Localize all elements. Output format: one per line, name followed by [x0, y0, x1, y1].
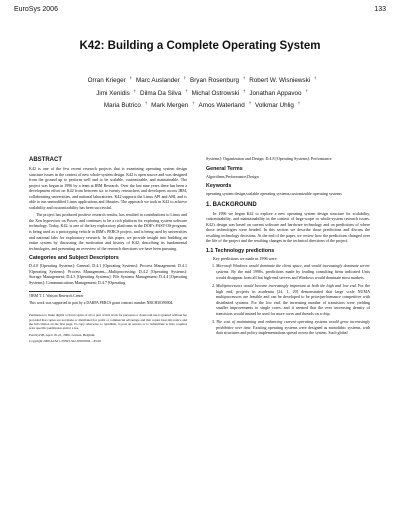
keywords-text: operating system design,scalable operating systems,customizable operating systems: [206, 191, 342, 197]
author-name: Marc Auslander: [136, 77, 180, 85]
author-entry: [133, 87, 188, 97]
categories-heading: Categories and Subject Descriptors: [29, 255, 119, 262]
author-entry: [84, 77, 132, 84]
affiliation-mark: †: [129, 75, 133, 80]
predictions-list: [216, 263, 370, 336]
background-paragraph: In 1996 we began K42 to explore a new operating system design structure for scalability, customizability, and maintainability in the context of large-scope or whole-system research issues. K42's design was based on current software and hardware technology and on predictions of where those technologies were headed. In this section we describe those predictions and discuss the resulting technology decisions. At the end of the paper, we review how the predictions changed over the life of the project and the resulting changes in the technical directions of the project.: [206, 210, 370, 244]
footnote-rule: [29, 291, 81, 292]
categories-continued: Systems]: Organization and Design; D.4.8 [Operating Systems]: Performance: [206, 156, 332, 161]
general-terms-text: Algorithms,Performance,Design: [206, 173, 259, 179]
affiliation-mark: †: [243, 75, 246, 80]
conference-line: EuroSys'06, April 18–21, 2006, Leuven, Belgium.: [29, 332, 96, 337]
author-name: Michal Ostrowski: [191, 89, 240, 97]
abstract-heading: ABSTRACT: [29, 157, 62, 163]
abstract-paragraph-2: The project has produced positive research results, has resulted in contributions to Linux and the Xen hypervisor on Power, and continues to be a rich platform for exploring system software technology. Today, K42, is one of the key exploratory platforms in the DOE's FAST-OS program, is being used as a prototyping vehicle in IBM's PERCS project, and is being used by universities and national labs for exploratory research. In this paper, we provide insight into building an entire system by discussing the motivation and history of K42, describing its fundamental technologies, and presenting an overview of the research directions we have been pursuing.: [29, 212, 187, 251]
funding-footnote: This work was supported in part by a DARPA PERCS grant contract number NBCH30390004.: [29, 301, 174, 306]
author-list: [30, 73, 370, 111]
affiliation-mark: †: [185, 87, 188, 93]
author-name: Robert W. Wisniewski: [249, 77, 311, 85]
author-name: Bryan Rosenburg: [190, 77, 240, 85]
affiliation-mark: †: [192, 100, 195, 106]
prediction-body: By the mid 1990s, predictions made by leading consulting firms indicated Unix would disappear from all but high-end servers and Windows would dominate most markets.: [216, 269, 370, 280]
categories-text: D.4.0 [Operating Systems]: General; D.4.1 [Operating Systems]: Process Management; D.4.1 [Operating Systems]: Process Management—Multiprocessing; D.4.2 [Operating Systems]: Storage Management; D.4.3 [Operating Systems]: File Systems Management; D.4.4 [Operating Systems]: Communications Management; D.4.7 [Operating: [29, 263, 187, 285]
prediction-body: For the high end, projects in academia [24, 1, 20] demonstrated that large scale NUMA multiprocessors are feasible and can be developed to be price/performance competitive with distributed systems. For the low end, the increasing number of transistors were yielding smaller improvements to single cores, and it seemed that the ever increasing density of transistors would instead be used for more cores and threads on a chip.: [216, 283, 370, 316]
prediction-item: [216, 319, 370, 336]
affiliation-mark: †: [183, 75, 186, 80]
author-name: Maria Butrico: [103, 102, 141, 110]
general-terms-heading: General Terms: [206, 165, 243, 172]
running-header: [14, 6, 386, 16]
author-row: [30, 73, 370, 86]
permission-notice: Permission to make digital or hard copies of all or part of this work for personal or classroom use is granted without fee provided that copies are not made or distributed for profit or commercial advantage and that copies bear this notice and the full citation on the first page. To copy otherwise, to republish, to post on servers or to redistribute to lists, requires prior specific permission and/or a fee.: [29, 313, 187, 331]
prediction-item: [216, 283, 370, 316]
tech-predictions-intro: Key predictions we made in 1996 were:: [213, 255, 278, 261]
affiliation-mark: †: [297, 100, 301, 106]
author-name: Mark Mergen: [151, 102, 189, 110]
prediction-item: [216, 263, 370, 280]
keywords-heading: Keywords: [206, 183, 232, 190]
author-entry: [245, 77, 316, 84]
author-entry: [188, 87, 246, 97]
author-entry: [100, 102, 147, 109]
page-number: 133: [374, 6, 386, 13]
author-row: [30, 98, 370, 111]
copyright-line: Copyright 2006 ACM 1-59593-322-0/06/0004 ...$5.00.: [29, 338, 102, 343]
permission-block: [29, 313, 187, 343]
left-column: [29, 156, 187, 345]
paper-title: K42: Building a Complete Operating System: [79, 40, 321, 52]
affiliation-mark: †: [248, 100, 252, 106]
author-name: Volkmar Uhlig: [255, 102, 294, 110]
right-column: [206, 156, 370, 339]
author-entry: [243, 87, 308, 97]
affiliation-mark: †: [305, 87, 308, 93]
affiliation-mark: †: [243, 87, 246, 93]
author-entry: [248, 100, 301, 110]
author-name: Jimi Xenidis: [96, 89, 130, 97]
author-row: [30, 86, 370, 99]
author-name: Dilma Da Silva: [140, 89, 182, 97]
author-name: Orran Krieger: [87, 77, 126, 85]
prediction-lead: Multiprocessors would become increasingly important at both the high and low end.: [216, 283, 357, 289]
affiliation-footnote: †IBM T. J. Watson Research Center: [29, 294, 84, 299]
background-heading: 1. BACKGROUND: [206, 201, 257, 208]
prediction-body: Existing operating systems were designed as monolithic systems, with data structures and policy implementations spread across the system. Such global: [216, 324, 370, 336]
prediction-lead: The cost of maintaining and enhancing current operating systems would grow increasingly prohibitive over time.: [216, 319, 370, 330]
author-entry: [183, 75, 246, 85]
venue-label: EuroSys 2006: [14, 6, 58, 13]
affiliation-mark: †: [144, 100, 148, 106]
author-name: Amos Waterland: [198, 102, 245, 110]
tech-predictions-heading: 1.1 Technology predictions: [206, 247, 275, 254]
author-name: Jonathan Appavoo: [249, 89, 302, 97]
author-entry: [195, 102, 252, 109]
affiliation-mark: †: [133, 87, 137, 93]
affiliation-mark: †: [314, 75, 317, 80]
author-entry: [92, 87, 137, 97]
abstract-paragraph-1: K42 is one of the few recent research projects that is examining operating system design structure issues in the context of new whole-system design. K42 is open source and was designed from the ground up to perform well and to be scalable, customizable, and maintainable. The project was begun in 1996 by a team at IBM Research. Over the last nine years there has been a development effort on K42 from between six to twenty researchers and developers across IBM, collaborating universities, and national laboratories. K42 supports the Linux API and ABI, and is able to run unmodified Linux applications and libraries. The approach we took in K42 to achieve scalability and customizability has been successful.: [29, 166, 187, 210]
author-entry: [129, 75, 186, 85]
author-entry: [144, 100, 195, 110]
prediction-lead: Microsoft Windows would dominate the client space, and would increasingly dominate server systems.: [216, 263, 370, 275]
